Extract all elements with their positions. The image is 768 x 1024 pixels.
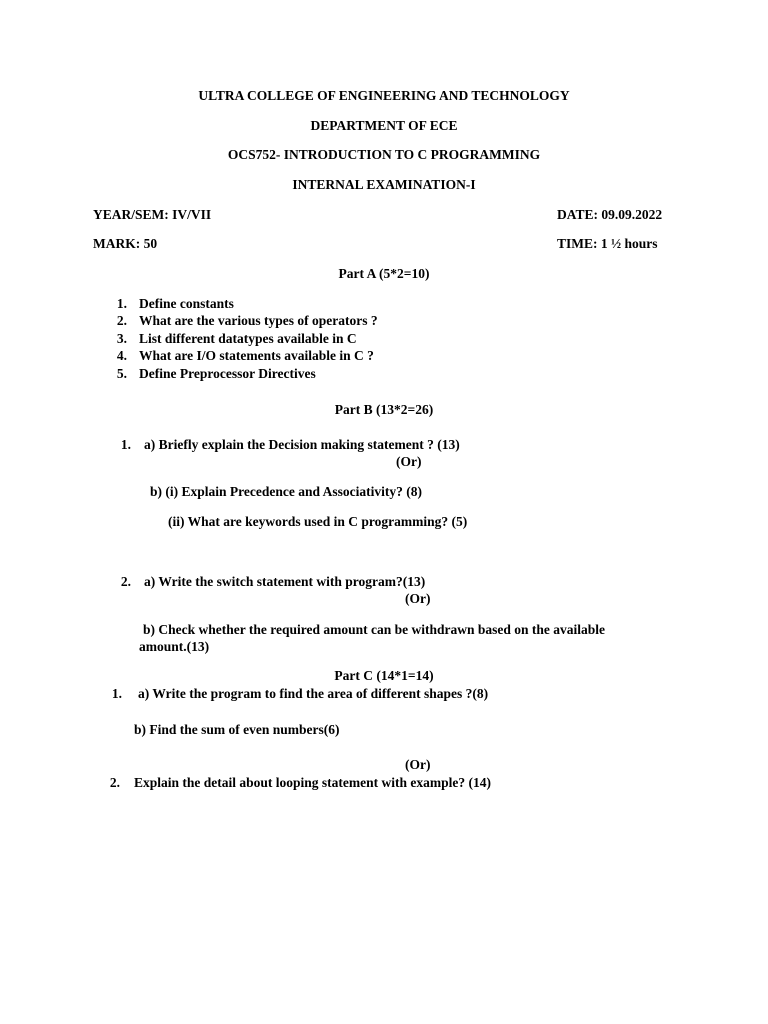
question-text: Define Preprocessor Directives [139,366,316,381]
question-text: What are the various types of operators ? [139,313,378,328]
question-number: 1. [111,686,122,701]
part-b-title: Part B (13*2=26) [334,402,434,417]
question-2b-line-1: b) Check whether the required amount can be withdrawn based on the available [143,622,606,637]
question-number: 2. [109,775,120,790]
exam-time: TIME: 1 ½ hours [557,236,658,251]
question-text: What are I/O statements available in C ? [139,348,374,363]
question-number: 5. [116,366,127,381]
question-1a: a) Briefly explain the Decision making statement ? (13) [144,437,460,452]
or-separator: (Or) [405,757,431,772]
year-sem: YEAR/SEM: IV/VII [93,207,212,222]
exam-title: INTERNAL EXAMINATION-I [292,177,476,192]
question-number: 2. [120,574,131,589]
course-title: OCS752- INTRODUCTION TO C PROGRAMMING [227,147,541,162]
department-name: DEPARTMENT OF ECE [310,118,458,133]
question-1b-ii: (ii) What are keywords used in C programming? (5) [168,514,468,529]
college-name: ULTRA COLLEGE OF ENGINEERING AND TECHNOLOGY [198,88,570,103]
question-1b: b) Find the sum of even numbers(6) [134,722,340,737]
question-number: 3. [116,331,127,346]
question-text: List different datatypes available in C [139,331,357,346]
question-number: 2. [116,313,127,328]
part-c-title: Part C (14*1=14) [334,668,434,683]
question-2b-line-2: amount.(13) [139,639,210,654]
question-1a: a) Write the program to find the area of different shapes ?(8) [138,686,489,701]
question-number: 1. [116,296,127,311]
question-2: Explain the detail about looping statement with example? (14) [134,775,492,790]
part-a-title: Part A (5*2=10) [338,266,430,281]
or-separator: (Or) [396,454,422,469]
or-separator: (Or) [405,591,431,606]
total-mark: MARK: 50 [93,236,158,251]
question-2a: a) Write the switch statement with program?(13) [144,574,426,589]
question-number: 1. [120,437,131,452]
question-text: Define constants [139,296,234,311]
question-number: 4. [116,348,127,363]
exam-date: DATE: 09.09.2022 [557,207,663,222]
question-1b-i: b) (i) Explain Precedence and Associativity? (8) [150,484,422,499]
